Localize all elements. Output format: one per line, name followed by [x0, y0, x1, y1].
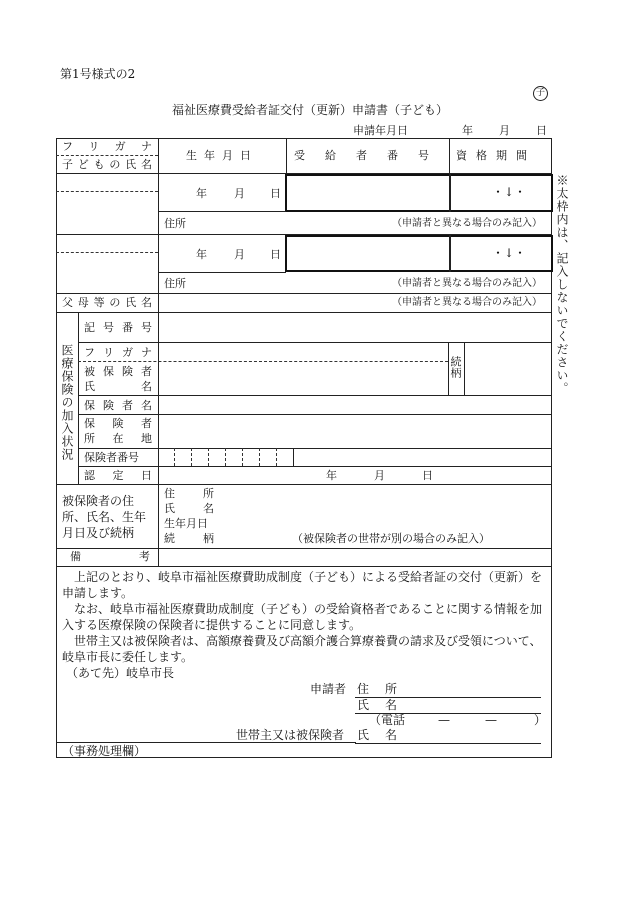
child1-day: 日 — [270, 187, 281, 200]
insured-relation-label: 続 柄 — [164, 532, 214, 545]
insurer-location-label-1: 保 険 者 — [84, 417, 152, 430]
application-date-label: 申請年月日 — [353, 124, 408, 137]
child1-address-label: 住所 — [164, 217, 186, 230]
insured-name-label-1: 被 保 険 者 — [84, 365, 152, 378]
applicant-phone-dash-1: — — [438, 713, 450, 727]
parent-name-note: （申請者と異なる場合のみ記入） — [392, 297, 542, 308]
statement-line-3: なお、岐阜市福祉医療費助成制度（子ども）の受給資格者であることに関する情報を加 — [74, 602, 543, 616]
child2-address-label: 住所 — [164, 277, 186, 290]
symbol-number-label: 記 号 番 号 — [84, 321, 152, 334]
child1-address-note: （申請者と異なる場合のみ記入） — [392, 218, 542, 229]
statement-line-4: 入する医療保険の保険者に提供することに同意します。 — [62, 618, 362, 632]
insured-name-label-2: 氏 名 — [84, 380, 152, 393]
child2-year: 年 — [196, 248, 207, 261]
child2-month: 月 — [234, 248, 245, 261]
child-mark: 子 — [533, 86, 548, 101]
child1-year: 年 — [196, 187, 207, 200]
insured-name-info-label: 氏 名 — [164, 502, 214, 515]
application-date-month: 月 — [499, 124, 510, 137]
applicant-name-label: 氏 名 — [357, 698, 397, 712]
applicant-phone-close: ） — [534, 713, 547, 727]
header-child-name: 子 ど も の 氏 名 — [62, 158, 152, 171]
insured-address-label: 住 所 — [164, 487, 214, 500]
insured-info-label: 被保険者の住所、氏名、生年月日及び続柄 — [62, 494, 147, 540]
header-furigana: フ リ ガ ナ — [62, 140, 152, 153]
child2-day: 日 — [270, 248, 281, 261]
applicant-label: 申請者 — [310, 682, 347, 696]
application-date-day: 日 — [536, 124, 547, 137]
child2-address-note: （申請者と異なる場合のみ記入） — [392, 278, 542, 289]
statement-line-6: 岐阜市長に委任します。 — [62, 650, 194, 664]
child1-period-arrow: ・↓・ — [492, 185, 527, 199]
statement-line-1: 上記のとおり、岐阜市福祉医療費助成制度（子ども）による受給者証の交付（更新）を — [74, 570, 543, 584]
form-title: 福祉医療費受給者証交付（更新）申請書（子ども） — [172, 103, 449, 117]
cert-month: 月 — [374, 469, 385, 482]
child2-period-arrow: ・↓・ — [492, 246, 527, 260]
insurer-number-label: 保険者番号 — [84, 451, 139, 464]
addressee: （あて先）岐阜市長 — [66, 666, 175, 680]
header-recipient-number: 受給者番号 — [294, 149, 449, 162]
cert-day: 日 — [422, 469, 433, 482]
side-note: ※太枠内は、記入しないでください。 — [555, 174, 569, 395]
householder-label: 世帯主又は被保険者 — [236, 728, 345, 742]
cert-year: 年 — [326, 469, 337, 482]
householder-name-label: 氏 名 — [357, 728, 397, 742]
insured-furigana-label: フ リ ガ ナ — [84, 346, 152, 359]
applicant-phone-dash-2: — — [485, 713, 497, 727]
parent-name-label: 父 母 等 の 氏 名 — [62, 296, 152, 309]
header-birth-date: 生年月日 — [186, 149, 258, 162]
form-number: 第1号様式の2 — [60, 67, 136, 81]
insurer-name-label: 保 険 者 名 — [84, 399, 152, 412]
insured-info-note: （被保険者の世帯が別の場合のみ記入） — [292, 532, 490, 545]
applicant-address-label: 住 所 — [357, 682, 397, 696]
insurer-location-label-2: 所 在 地 — [84, 432, 152, 445]
remarks-label: 備 考 — [70, 550, 150, 563]
insured-birth-label: 生年月日 — [164, 517, 208, 530]
statement-line-2: 申請します。 — [62, 586, 134, 600]
certification-date-label: 認 定 日 — [84, 469, 152, 482]
office-use-label: （事務処理欄） — [62, 744, 147, 758]
header-eligibility-period: 資格期間 — [456, 149, 536, 162]
statement-line-5: 世帯主又は被保険者は、高額療養費及び高額介護合算療養費の請求及び受領について、 — [74, 634, 542, 648]
application-date-year: 年 — [462, 124, 473, 137]
insurance-section-label: 医療保険の加入状況 — [60, 344, 74, 461]
child1-month: 月 — [234, 187, 245, 200]
applicant-phone-open: （電話 — [369, 713, 406, 727]
relation-label: 続柄 — [449, 356, 462, 378]
